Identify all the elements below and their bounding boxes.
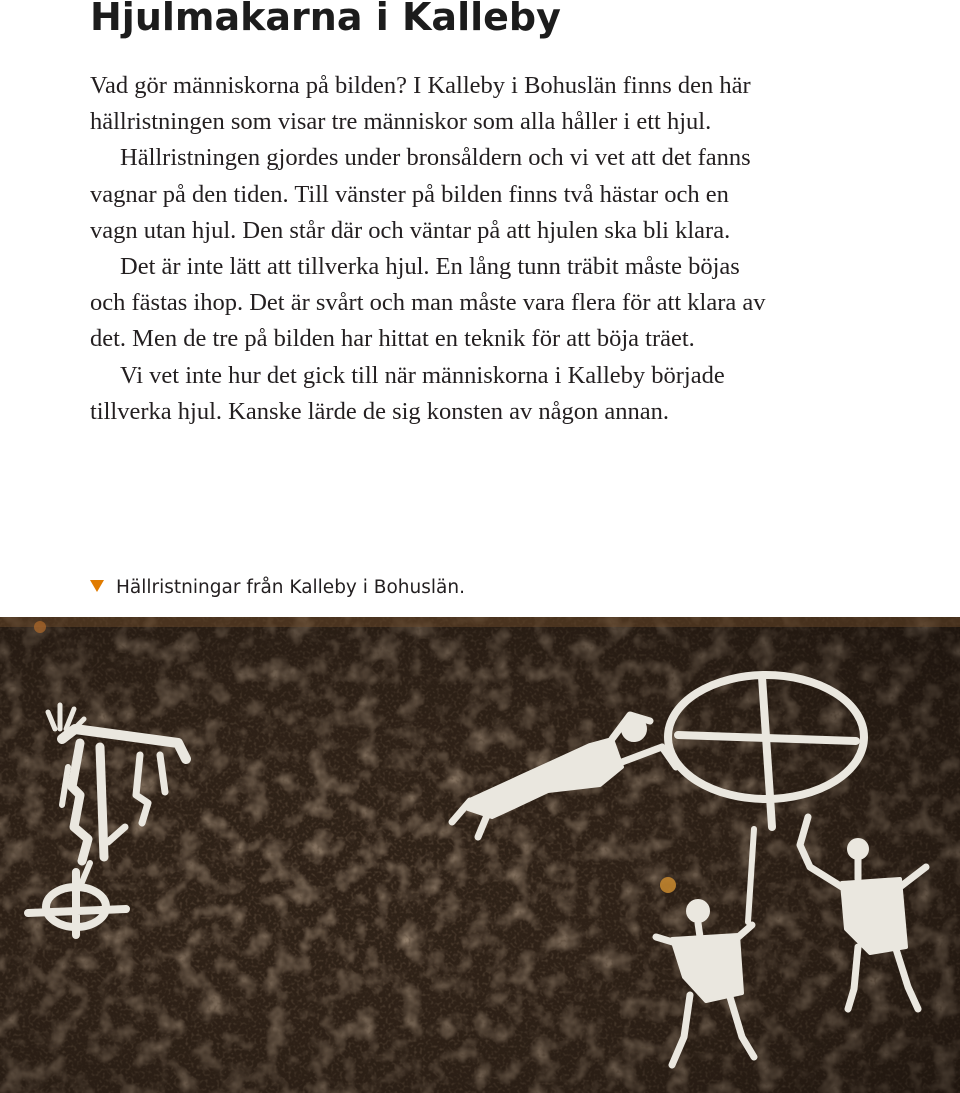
- caption-text: Hällristningar från Kalleby i Bohuslän.: [116, 577, 465, 598]
- paragraph-2: Hällristningen gjordes under bronsåldern och vi vet att det fanns vagnar på den tiden. Till vänster på bilden finns två hästar och en vagn utan hjul. Den står där och väntar på att hjulen ska bli klara.: [90, 144, 751, 244]
- photo-caption: [90, 574, 465, 602]
- page-title: Hjulmakarna i Kalleby: [90, 0, 561, 39]
- paragraph-1: Vad gör människorna på bilden? I Kalleby i Bohuslän finns den här hällristningen som visar tre människor som alla håller i ett hjul.: [90, 72, 751, 136]
- body-text: [90, 68, 780, 430]
- paragraph-3: Det är inte lätt att tillverka hjul. En lång tunn träbit måste böjas och fästas ihop. Det är svårt och man måste vara flera för att klara av det. Men de tre på bilden har hittat en teknik för att böja träet.: [90, 253, 766, 353]
- paragraph-4: Vi vet inte hur det gick till när människorna i Kalleby började tillverka hjul. Kanske lärde de sig konsten av någon annan.: [90, 361, 725, 425]
- rock-carving-photo: [0, 617, 960, 1093]
- caption-triangle-icon: [90, 580, 104, 592]
